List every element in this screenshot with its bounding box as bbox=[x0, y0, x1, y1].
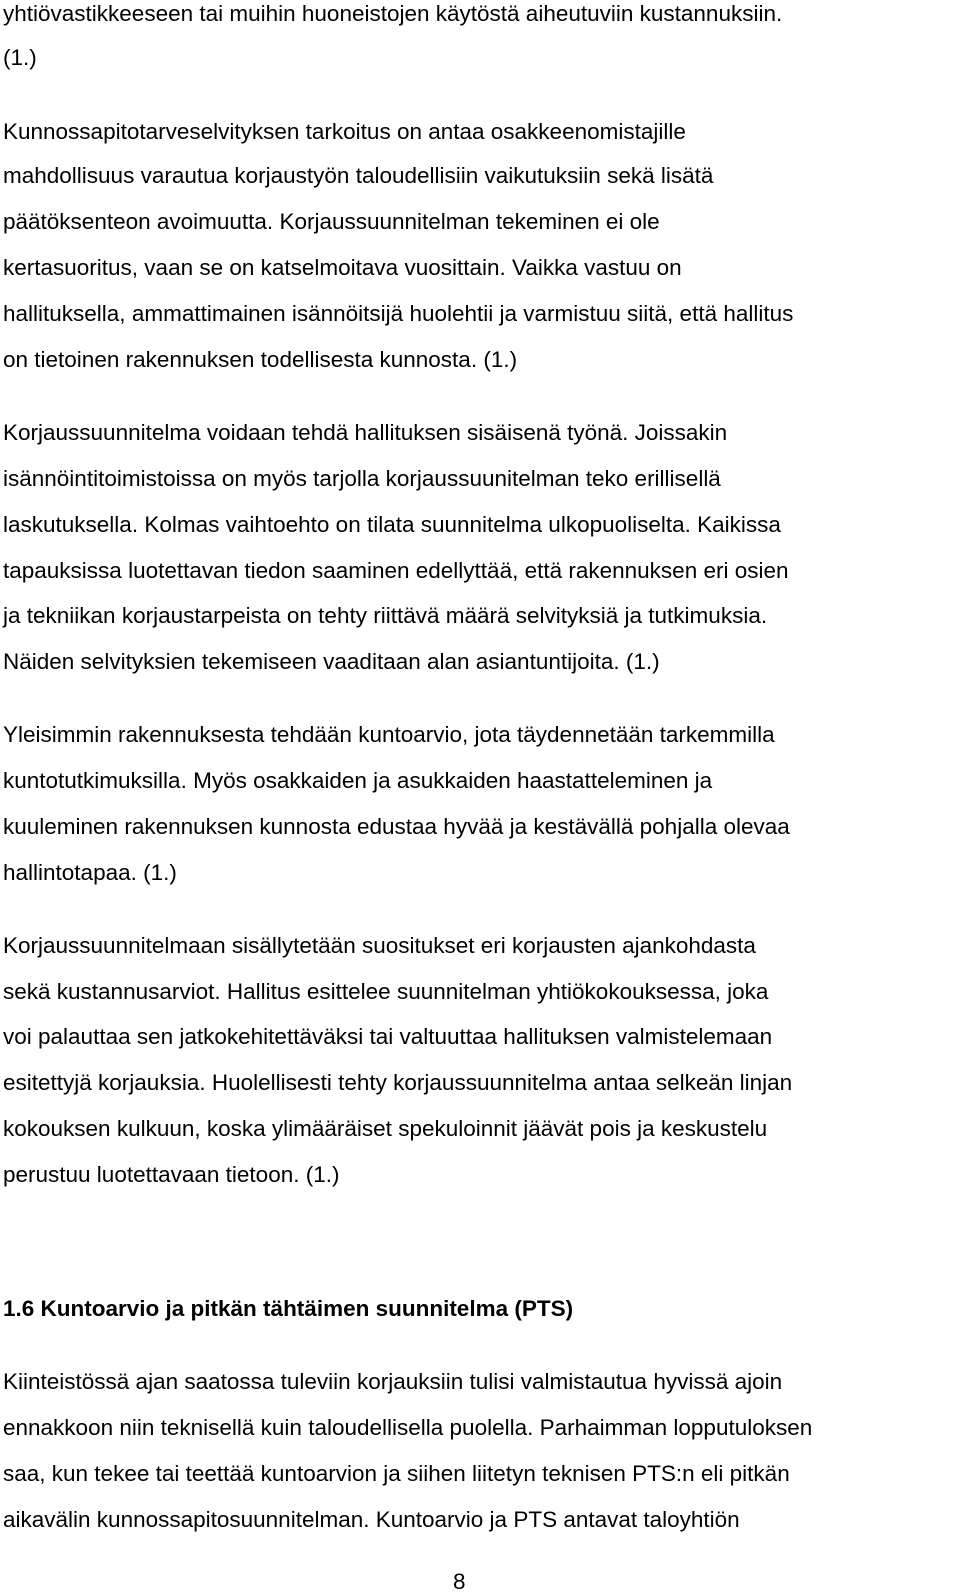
text-line: yhtiövastikkeeseen tai muihin huoneistojen käytöstä aiheutuviin kustannuksiin. bbox=[3, 1, 783, 26]
text-line: Korjaussuunnitelma voidaan tehdä hallituksen sisäisenä työnä. Joissakin bbox=[3, 420, 728, 445]
text-line: mahdollisuus varautua korjaustyön taloudellisiin vaikutuksiin sekä lisätä bbox=[3, 163, 714, 188]
text-line: voi palauttaa sen jatkokehitettäväksi tai valtuuttaa hallituksen valmistelemaan bbox=[3, 1024, 773, 1049]
text-line: (1.) bbox=[3, 45, 37, 70]
text-line: tapauksissa luotettavan tiedon saaminen edellyttää, että rakennuksen eri osien bbox=[3, 558, 789, 583]
text-line: kokouksen kulkuun, koska ylimääräiset spekuloinnit jäävät pois ja keskustelu bbox=[3, 1116, 768, 1141]
text-line: päätöksenteon avoimuutta. Korjaussuunnitelman tekeminen ei ole bbox=[3, 209, 660, 234]
text-line: Näiden selvityksien tekemiseen vaaditaan alan asiantuntijoita. (1.) bbox=[3, 649, 660, 674]
text-line: saa, kun tekee tai teettää kuntoarvion ja siihen liitetyn teknisen PTS:n eli pitkän bbox=[3, 1461, 790, 1486]
text-line: kuuleminen rakennuksen kunnosta edustaa hyvää ja kestävällä pohjalla olevaa bbox=[3, 814, 790, 839]
text-line: on tietoinen rakennuksen todellisesta kunnosta. (1.) bbox=[3, 347, 518, 372]
text-line: Kiinteistössä ajan saatossa tuleviin korjauksiin tulisi valmistautua hyvissä ajoin bbox=[3, 1369, 783, 1394]
text-line: Kunnossapitotarveselvityksen tarkoitus on antaa osakkeenomistajille bbox=[3, 119, 686, 144]
text-line: laskutuksella. Kolmas vaihtoehto on tilata suunnitelma ulkopuoliselta. Kaikissa bbox=[3, 512, 781, 537]
text-line: kuntotutkimuksilla. Myös osakkaiden ja asukkaiden haastatteleminen ja bbox=[3, 768, 713, 793]
text-line: esitettyjä korjauksia. Huolellisesti tehty korjaussuunnitelma antaa selkeän linjan bbox=[3, 1070, 793, 1095]
text-line: ennakkoon niin teknisellä kuin taloudellisella puolella. Parhaimman lopputuloksen bbox=[3, 1415, 813, 1440]
text-line: perustuu luotettavaan tietoon. (1.) bbox=[3, 1162, 340, 1187]
page-number: 8 bbox=[453, 1569, 466, 1594]
text-line: Yleisimmin rakennuksesta tehdään kuntoarvio, jota täydennetään tarkemmilla bbox=[3, 722, 775, 747]
text-line: aikavälin kunnossapitosuunnitelman. Kuntoarvio ja PTS antavat taloyhtiön bbox=[3, 1507, 740, 1532]
text-line: kertasuoritus, vaan se on katselmoitava vuosittain. Vaikka vastuu on bbox=[3, 255, 682, 280]
section-heading: 1.6 Kuntoarvio ja pitkän tähtäimen suunnitelma (PTS) bbox=[3, 1296, 574, 1321]
text-line: hallituksella, ammattimainen isännöitsijä huolehtii ja varmistuu siitä, että hallitus bbox=[3, 301, 794, 326]
text-line: ja tekniikan korjaustarpeista on tehty riittävä määrä selvityksiä ja tutkimuksia. bbox=[3, 603, 768, 628]
text-line: hallintotapaa. (1.) bbox=[3, 860, 177, 885]
text-line: Korjaussuunnitelmaan sisällytetään suositukset eri korjausten ajankohdasta bbox=[3, 933, 756, 958]
text-line: sekä kustannusarviot. Hallitus esittelee suunnitelman yhtiökokouksessa, joka bbox=[3, 979, 769, 1004]
text-line: isännöintitoimistoissa on myös tarjolla korjaussuunitelman teko erillisellä bbox=[3, 466, 721, 491]
